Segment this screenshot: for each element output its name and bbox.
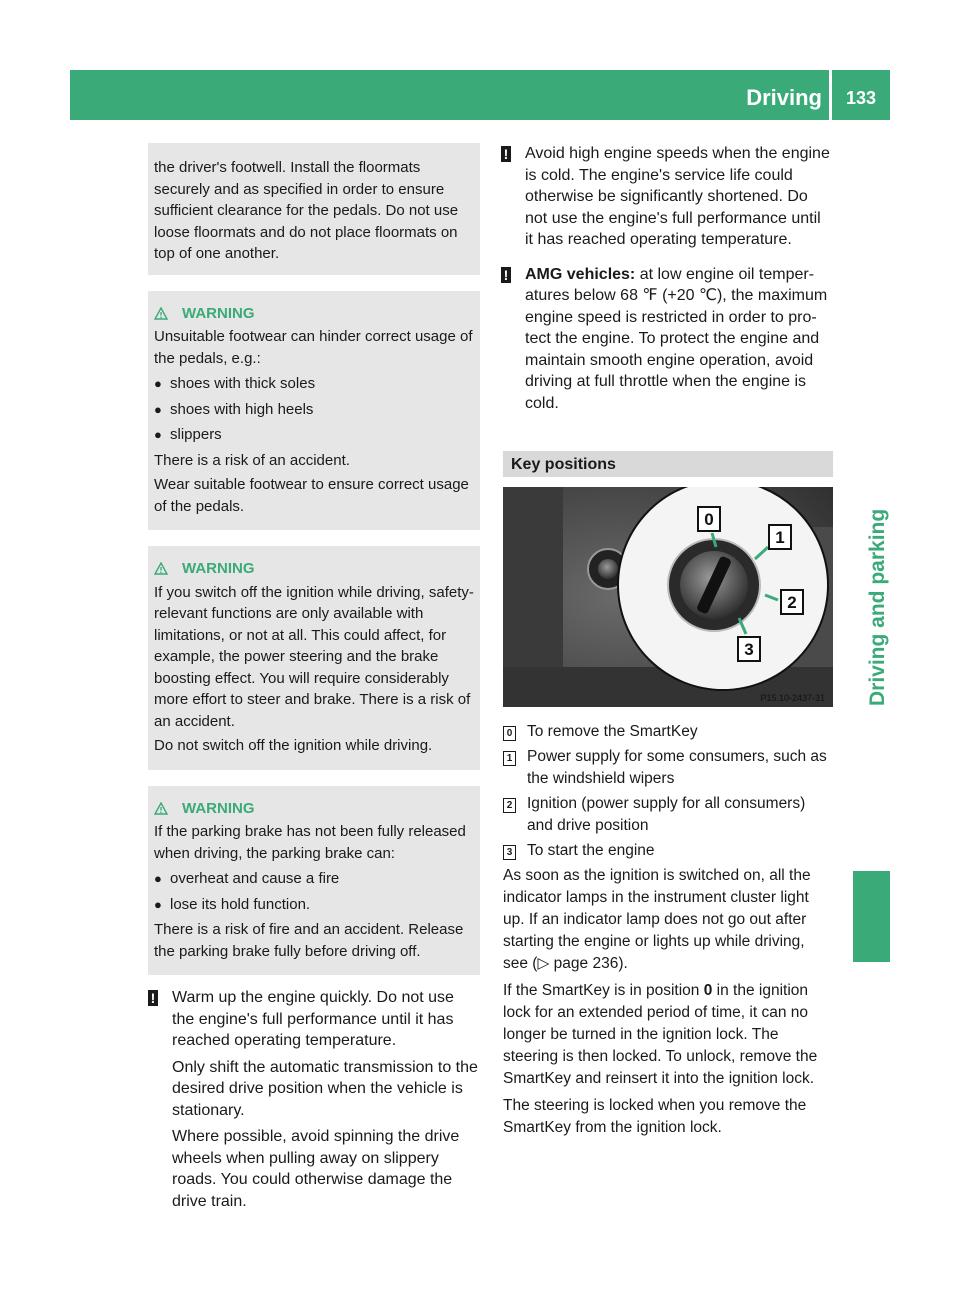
warning-box-footwear xyxy=(148,291,480,531)
continued-text: the driver's footwell. Install the floormats securely and as specified in order to ensure sufficient clearance for the pedals. Do not use loose floormats and do not place floormats on top of one another. xyxy=(154,159,459,262)
warning-text: There is a risk of an accident. xyxy=(154,451,350,469)
position-badge-icon: 1 xyxy=(503,746,527,790)
side-tab-label: Driving and parking xyxy=(866,508,889,706)
bullet-icon: ● xyxy=(154,871,162,886)
warning-box-ignition xyxy=(148,546,480,770)
list-item: 3 To start the engine xyxy=(503,840,833,862)
callout-0: 0 xyxy=(704,510,714,529)
warning-box-parking-brake xyxy=(148,786,480,976)
list-item: ● slippers xyxy=(154,424,474,446)
callout-1: 1 xyxy=(775,528,785,547)
warning-text: There is a risk of fire and an accident. Release the parking brake fully before driving off. xyxy=(154,921,464,960)
notice-bold-label: AMG vehicles: xyxy=(525,265,636,283)
list-item: ● shoes with thick soles xyxy=(154,373,474,395)
callout-3: 3 xyxy=(744,640,754,659)
list-item: 0 To remove the SmartKey xyxy=(503,721,833,743)
notice-mark-icon: ! xyxy=(499,264,525,420)
warning-triangle-icon xyxy=(154,562,168,575)
body-paragraph: The steering is locked when you remove the SmartKey from the ignition lock. xyxy=(503,1097,807,1136)
ignition-lock-figure xyxy=(503,487,833,707)
notice-mark-icon: ! xyxy=(146,987,172,1217)
warning-triangle-icon xyxy=(154,802,168,815)
list-item: 2 Ignition (power supply for all consumers) and drive position xyxy=(503,793,833,837)
ignition-photo-illustration xyxy=(503,487,833,707)
section-title: Driving xyxy=(746,85,822,110)
section-heading: Key positions xyxy=(503,451,833,477)
warning-heading: WARNING xyxy=(154,303,474,325)
warning-text: Wear suitable footwear to ensure correct usage of the pedals. xyxy=(154,476,469,515)
side-tab-marker xyxy=(853,871,890,962)
position-badge-icon: 3 xyxy=(503,840,527,862)
warning-text: Unsuitable footwear can hinder correct usage of the pedals, e.g.: xyxy=(154,328,473,367)
notice-text: Where possible, avoid spinning the drive wheels when pulling away on slippery roads. You could otherwise damage the drive train. xyxy=(172,1128,460,1210)
warning-heading: WARNING xyxy=(154,798,474,820)
warning-text: Do not switch off the ignition while driving. xyxy=(154,737,433,754)
bullet-icon: ● xyxy=(154,427,162,442)
list-item: ● overheat and cause a fire xyxy=(154,868,474,890)
page-number: 133 xyxy=(845,88,877,108)
position-badge-icon: 2 xyxy=(503,793,527,837)
continued-warning-box xyxy=(148,143,480,275)
body-paragraph: If the SmartKey is in position 0 in the ignition lock for an extended period of time, it can no longer be turned in the ignition lock. The steering is then locked. To unlock, remove the SmartKey and reinsert it into the ignition lock. xyxy=(503,982,818,1087)
notice-warm-up xyxy=(146,987,480,1217)
left-column xyxy=(148,143,480,1217)
callout-2: 2 xyxy=(787,593,797,612)
figure-code: P15.10-2437-31 xyxy=(760,693,825,703)
warning-text: If the parking brake has not been fully released when driving, the parking brake can: xyxy=(154,823,466,862)
warning-triangle-icon xyxy=(154,307,168,320)
list-item: ● shoes with high heels xyxy=(154,399,474,421)
notice-text: Only shift the automatic transmission to the desired drive position when the vehicle is stationary. xyxy=(172,1058,478,1119)
notice-amg xyxy=(499,264,833,420)
bullet-icon: ● xyxy=(154,376,162,391)
header-bar xyxy=(70,70,890,120)
body-paragraph: As soon as the ignition is switched on, all the indicator lamps in the instrument cluster light up. If an indicator lamp does not go out after starting the engine or lights up while driving, see (▷ page 236). xyxy=(503,867,811,972)
notice-text: Avoid high engine speeds when the engine is cold. The engine's service life could otherwise be significantly shortened. Do not use the engine's full performance until it has reached operating temperature. xyxy=(525,145,830,248)
key-position-list xyxy=(503,721,833,862)
bullet-icon: ● xyxy=(154,401,162,417)
bullet-icon: ● xyxy=(154,896,162,912)
warning-text: If you switch off the ignition while driving, safety-relevant functions are only available with limitations, or not at all. This could affect, for example, the power steering and the brake boosting effect. You will require considerably more effort to steer and brake. There is a risk of an accident. xyxy=(154,583,474,730)
notice-mark-icon: ! xyxy=(499,143,525,256)
right-column xyxy=(503,143,833,1144)
warning-heading: WARNING xyxy=(154,558,474,580)
list-item: 1 Power supply for some consumers, such as the windshield wipers xyxy=(503,746,833,790)
notice-engine-speed xyxy=(499,143,833,256)
notice-text: Warm up the engine quickly. Do not use the engine's full performance until it has reached operating temperature. xyxy=(172,989,454,1049)
position-badge-icon: 0 xyxy=(503,721,527,743)
list-item: ● lose its hold function. xyxy=(154,894,474,916)
notice-text: at low engine oil temperatures below 68 ℉ (+20 ℃), the maximum engine speed is restricted in order to protect the engine. To protect the engine and maintain smooth engine operation, avoid driving at full throttle when the engine is cold. xyxy=(525,265,828,412)
